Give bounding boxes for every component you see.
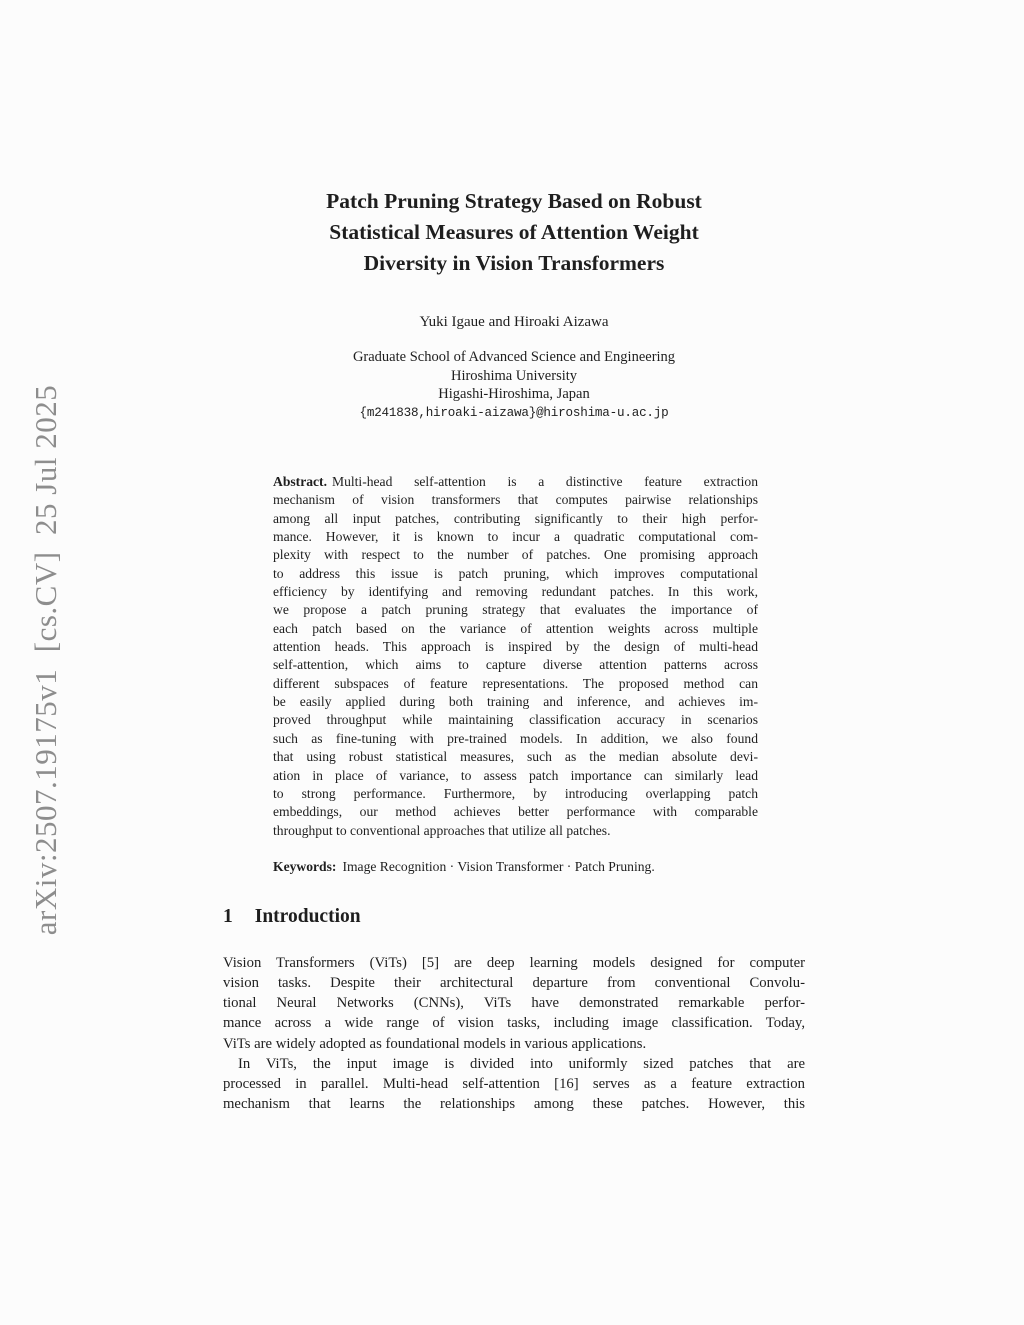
text-line: plexity with respect to the number of patches. One promising approach bbox=[273, 547, 758, 563]
arxiv-watermark: arXiv:2507.19175v1 [cs.CV] 25 Jul 2025 bbox=[28, 384, 63, 936]
text-line: Hiroshima University bbox=[450, 367, 578, 384]
contact-email: {m241838,hiroaki-aizawa}@hiroshima-u.ac.jp bbox=[359, 405, 669, 420]
text-line: mechanism of vision transformers that computes pairwise relationships bbox=[273, 492, 758, 508]
text-line: Higashi-Hiroshima, Japan bbox=[438, 386, 590, 403]
section-title: Introduction bbox=[254, 906, 361, 927]
affiliation-block bbox=[223, 348, 805, 422]
keywords-label: Keywords: bbox=[273, 859, 337, 874]
text-line: processed in parallel. Multi-head self-attention [16] serves as a feature extraction bbox=[223, 1075, 805, 1092]
text-line: to address this issue is patch pruning, which improves computational bbox=[273, 565, 758, 581]
text-line: Diversity in Vision Transformers bbox=[363, 251, 665, 275]
text-line: tional Neural Networks (CNNs), ViTs have demonstrated remarkable perfor- bbox=[223, 995, 805, 1012]
keywords-text: Image Recognition · Vision Transformer · Patch Pruning. bbox=[342, 859, 655, 874]
introduction-body bbox=[223, 953, 805, 1114]
intro-paragraph-1 bbox=[223, 953, 805, 1054]
text-line: efficiency by identifying and removing redundant patches. In this work, bbox=[273, 584, 758, 600]
text-line: ation in place of variance, to assess patch importance can similarly lead bbox=[273, 767, 758, 783]
authors-line: Yuki Igaue and Hiroaki Aizawa bbox=[419, 314, 609, 330]
paper-title bbox=[223, 186, 805, 279]
abstract-label: Abstract. bbox=[273, 474, 327, 489]
text-line: self-attention, which aims to capture diverse attention patterns across bbox=[273, 657, 758, 673]
text-line: proved throughput while maintaining classification accuracy in scenarios bbox=[273, 712, 758, 728]
text-line: Patch Pruning Strategy Based on Robust bbox=[326, 189, 702, 213]
text-line: be easily applied during both training and inference, and achieves im- bbox=[273, 694, 758, 710]
section-number: 1 bbox=[223, 906, 233, 927]
abstract bbox=[273, 473, 758, 840]
text-line: each patch based on the variance of attention weights across multiple bbox=[273, 620, 758, 636]
text-line: that using robust statistical measures, such as the median absolute devi- bbox=[273, 749, 758, 765]
text-line: vision tasks. Despite their architectural departure from conventional Convolu- bbox=[223, 975, 805, 992]
text-line: attention heads. This approach is inspired by the design of multi-head bbox=[273, 639, 758, 655]
text-line: we propose a patch pruning strategy that evaluates the importance of bbox=[273, 602, 758, 618]
text-line: such as fine-tuning with pre-trained models. In addition, we also found bbox=[273, 730, 758, 746]
intro-paragraph-2 bbox=[223, 1054, 805, 1114]
text-line: mechanism that learns the relationships among these patches. However, this bbox=[223, 1096, 805, 1113]
text-line: among all input patches, contributing significantly to their high perfor- bbox=[273, 510, 758, 526]
text-line: ViTs are widely adopted as foundational models in various applications. bbox=[223, 1035, 647, 1052]
text-line: mance. However, it is known to incur a quadratic computational com- bbox=[273, 529, 758, 545]
text-line: Statistical Measures of Attention Weight bbox=[329, 220, 699, 244]
text-line: In ViTs, the input image is divided into uniformly sized patches that are bbox=[238, 1055, 805, 1072]
section-heading bbox=[223, 906, 805, 928]
text-line: throughput to conventional approaches that utilize all patches. bbox=[273, 822, 611, 838]
text-line: embeddings, our method achieves better performance with comparable bbox=[273, 804, 758, 820]
text-line: different subspaces of feature representations. The proposed method can bbox=[273, 675, 758, 691]
text-line: Abstract. Multi-head self-attention is a distinctive feature extraction bbox=[273, 474, 758, 489]
text-line: Graduate School of Advanced Science and Engineering bbox=[352, 349, 676, 365]
keywords-line bbox=[273, 859, 758, 875]
text-line: mance across a wide range of vision tasks, including image classification. Today, bbox=[223, 1015, 805, 1032]
text-line: to strong performance. Furthermore, by introducing overlapping patch bbox=[273, 785, 758, 801]
text-line: Vision Transformers (ViTs) [5] are deep learning models designed for computer bbox=[223, 955, 805, 971]
affiliation-lines bbox=[223, 348, 805, 404]
